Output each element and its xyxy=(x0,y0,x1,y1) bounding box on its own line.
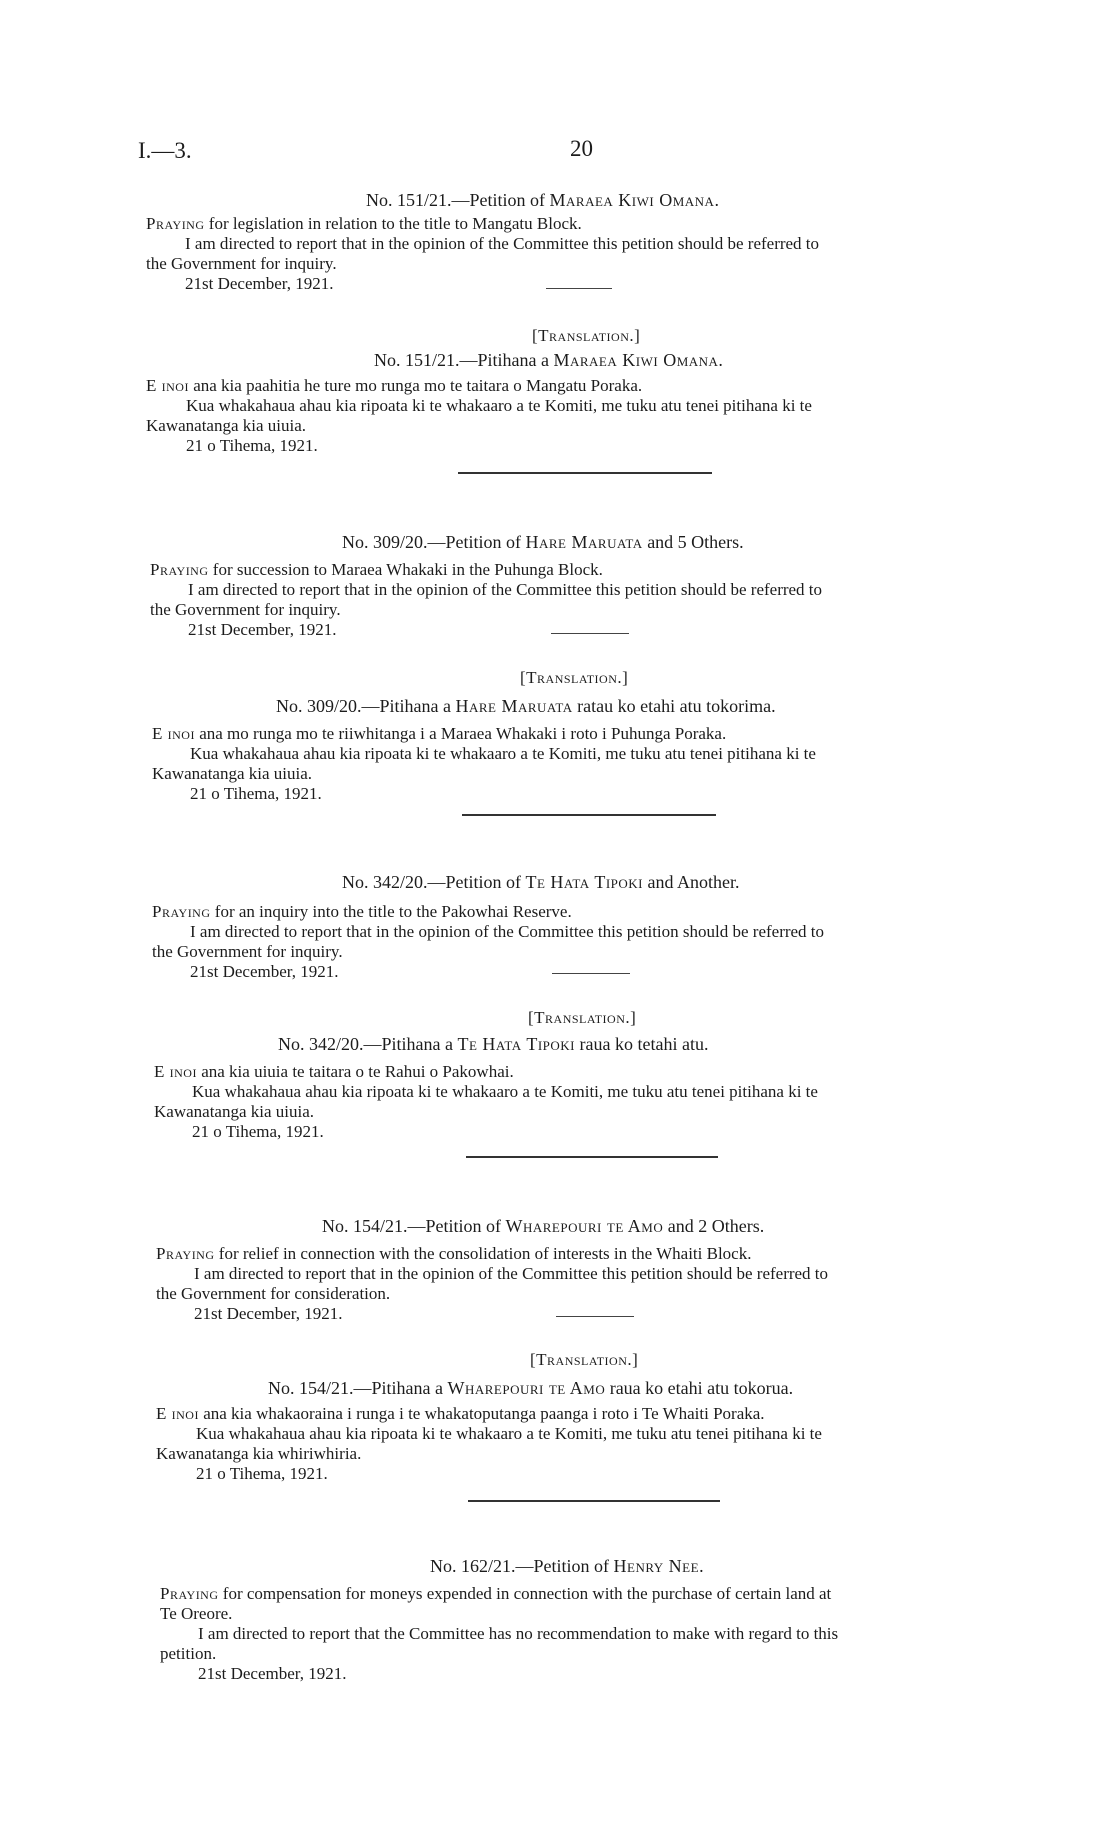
petition-number: No. 151/21. xyxy=(366,190,452,210)
petitioner-name: Hare Maruata xyxy=(455,696,573,716)
petition-number: No. 309/20. xyxy=(276,696,362,716)
inoi-text: ana kia paahitia he ture mo runga mo te taitara o Mangatu Poraka. xyxy=(188,376,643,395)
inoi-line xyxy=(146,376,642,396)
section-divider xyxy=(462,814,716,816)
petition-title-prefix: —Pitihana a xyxy=(459,350,554,370)
petition-number: No. 309/20. xyxy=(342,532,428,552)
petition-heading xyxy=(430,1556,704,1577)
report-date: 21st December, 1921. xyxy=(188,620,337,639)
petition-title-prefix: —Pitihana a xyxy=(363,1034,458,1054)
petition-title-prefix: —Petition of xyxy=(407,1216,506,1236)
petition-title-suffix: . xyxy=(718,350,723,370)
inoi-word: E inoi xyxy=(152,724,195,743)
praying-line xyxy=(150,560,603,580)
report-line-continued: the Government for consideration. xyxy=(156,1284,391,1303)
petition-title-prefix: —Pitihana a xyxy=(361,696,456,716)
section-divider xyxy=(458,472,712,474)
praying-line xyxy=(160,1584,831,1604)
petition-number: No. 342/20. xyxy=(278,1034,364,1054)
translation-heading xyxy=(278,1034,708,1055)
report-date: 21st December, 1921. xyxy=(198,1664,347,1683)
petition-number: No. 342/20. xyxy=(342,872,428,892)
petitioner-name: Te Hata Tipoki xyxy=(525,872,644,892)
inoi-word: E inoi xyxy=(156,1404,199,1423)
report-line: I am directed to report that in the opinion of the Committee this petition should be referred to xyxy=(188,580,823,599)
petition-number: No. 154/21. xyxy=(268,1378,354,1398)
praying-text: for compensation for moneys expended in connection with the purchase of certain land at xyxy=(218,1584,832,1603)
report-line-continued: the Government for inquiry. xyxy=(146,254,337,273)
praying-word: Praying xyxy=(146,214,205,233)
report-line: Kua whakahaua ahau kia ripoata ki te whakaaro a te Komiti, me tuku atu tenei pitihana ki te xyxy=(186,396,812,415)
short-divider xyxy=(556,1316,634,1317)
petitioner-name: Maraea Kiwi Omana xyxy=(549,190,715,210)
praying-text: for legislation in relation to the title to Mangatu Block. xyxy=(204,214,582,233)
translation-label-text: [Translation.] xyxy=(528,1008,637,1027)
report-line-continued: Kawanatanga kia whiriwhiria. xyxy=(156,1444,362,1463)
short-divider xyxy=(552,973,630,974)
praying-text: for succession to Maraea Whakaki in the Puhunga Block. xyxy=(208,560,603,579)
petition-heading xyxy=(342,532,744,553)
inoi-line xyxy=(152,724,726,744)
petition-title-suffix: raua ko tetahi atu. xyxy=(575,1034,709,1054)
petition-title-prefix: —Petition of xyxy=(451,190,550,210)
praying-word: Praying xyxy=(156,1244,215,1263)
inoi-line xyxy=(156,1404,765,1424)
petitioner-name: Hare Maruata xyxy=(525,532,643,552)
translation-label-text: [Translation.] xyxy=(520,668,629,687)
petition-title-suffix: and Another. xyxy=(643,872,740,892)
praying-line xyxy=(152,902,572,922)
report-date: 21 o Tihema, 1921. xyxy=(186,436,318,455)
report-date: 21st December, 1921. xyxy=(185,274,334,293)
section-divider xyxy=(468,1500,720,1502)
page-number: 20 xyxy=(570,136,593,161)
petition-title-suffix: and 5 Others. xyxy=(642,532,744,552)
petition-number: No. 151/21. xyxy=(374,350,460,370)
report-line-continued: Kawanatanga kia uiuia. xyxy=(154,1102,315,1121)
praying-text: for an inquiry into the title to the Pakowhai Reserve. xyxy=(210,902,572,921)
inoi-text: ana mo runga mo te riiwhitanga i a Maraea Whakaki i roto i Puhunga Poraka. xyxy=(194,724,727,743)
inoi-word: E inoi xyxy=(146,376,189,395)
report-date: 21 o Tihema, 1921. xyxy=(190,784,322,803)
praying-line xyxy=(146,214,582,234)
petition-title-prefix: —Petition of xyxy=(427,872,526,892)
report-line: I am directed to report that in the opinion of the Committee this petition should be referred to xyxy=(185,234,820,253)
petition-title-suffix: ratau ko etahi atu tokorima. xyxy=(572,696,776,716)
report-date: 21 o Tihema, 1921. xyxy=(196,1464,328,1483)
praying-word: Praying xyxy=(150,560,209,579)
petition-heading xyxy=(366,190,719,211)
praying-word: Praying xyxy=(160,1584,219,1603)
petition-number: No. 154/21. xyxy=(322,1216,408,1236)
short-divider xyxy=(546,288,612,289)
short-divider xyxy=(551,633,629,634)
report-line: Kua whakahaua ahau kia ripoata ki te whakaaro a te Komiti, me tuku atu tenei pitihana ki te xyxy=(190,744,816,763)
translation-label-text: [Translation.] xyxy=(532,326,641,345)
inoi-word: E inoi xyxy=(154,1062,197,1081)
petition-title-prefix: —Pitihana a xyxy=(353,1378,448,1398)
report-line: Kua whakahaua ahau kia ripoata ki te whakaaro a te Komiti, me tuku atu tenei pitihana ki te xyxy=(196,1424,822,1443)
report-line: Kua whakahaua ahau kia ripoata ki te whakaaro a te Komiti, me tuku atu tenei pitihana ki te xyxy=(192,1082,818,1101)
translation-heading xyxy=(276,696,776,717)
petitioner-name: Henry Nee xyxy=(613,1556,700,1576)
translation-label xyxy=(532,326,640,346)
praying-line-continued: Te Oreore. xyxy=(160,1604,233,1623)
report-line-continued: the Government for inquiry. xyxy=(152,942,343,961)
section-divider xyxy=(466,1156,718,1158)
petition-title-suffix: raua ko etahi atu tokorua. xyxy=(605,1378,794,1398)
translation-label xyxy=(520,668,628,688)
inoi-line xyxy=(154,1062,514,1082)
report-line-continued: Kawanatanga kia uiuia. xyxy=(152,764,313,783)
petition-title-prefix: —Petition of xyxy=(515,1556,614,1576)
petitioner-name: Te Hata Tipoki xyxy=(457,1034,575,1054)
praying-word: Praying xyxy=(152,902,211,921)
petitioner-name: Wharepouri te Amo xyxy=(447,1378,606,1398)
report-line: I am directed to report that in the opinion of the Committee this petition should be referred to xyxy=(190,922,825,941)
report-line-continued: the Government for inquiry. xyxy=(150,600,341,619)
page-reference: I.—3. xyxy=(138,138,192,163)
report-line-continued: Kawanatanga kia uiuia. xyxy=(146,416,307,435)
translation-heading xyxy=(374,350,723,371)
petitioner-name: Maraea Kiwi Omana xyxy=(553,350,719,370)
translation-label-text: [Translation.] xyxy=(530,1350,639,1369)
inoi-text: ana kia uiuia te taitara o te Rahui o Pakowhai. xyxy=(196,1062,514,1081)
translation-label xyxy=(530,1350,638,1370)
report-line-continued: petition. xyxy=(160,1644,217,1663)
petition-heading xyxy=(322,1216,764,1237)
petition-title-suffix: . xyxy=(714,190,719,210)
report-date: 21st December, 1921. xyxy=(190,962,339,981)
translation-label xyxy=(528,1008,636,1028)
petition-heading xyxy=(342,872,740,893)
praying-text: for relief in connection with the consolidation of interests in the Whaiti Block. xyxy=(214,1244,752,1263)
translation-heading xyxy=(268,1378,793,1399)
petition-title-suffix: and 2 Others. xyxy=(663,1216,765,1236)
report-date: 21 o Tihema, 1921. xyxy=(192,1122,324,1141)
praying-line xyxy=(156,1244,751,1264)
petitioner-name: Wharepouri te Amo xyxy=(505,1216,664,1236)
petition-number: No. 162/21. xyxy=(430,1556,516,1576)
report-date: 21st December, 1921. xyxy=(194,1304,343,1323)
report-line: I am directed to report that the Committee has no recommendation to make with regard to this xyxy=(198,1624,839,1643)
petition-title-prefix: —Petition of xyxy=(427,532,526,552)
report-line: I am directed to report that in the opinion of the Committee this petition should be referred to xyxy=(194,1264,829,1283)
inoi-text: ana kia whakaoraina i runga i te whakatoputanga paanga i roto i Te Whaiti Poraka. xyxy=(198,1404,765,1423)
petition-title-suffix: . xyxy=(699,1556,704,1576)
